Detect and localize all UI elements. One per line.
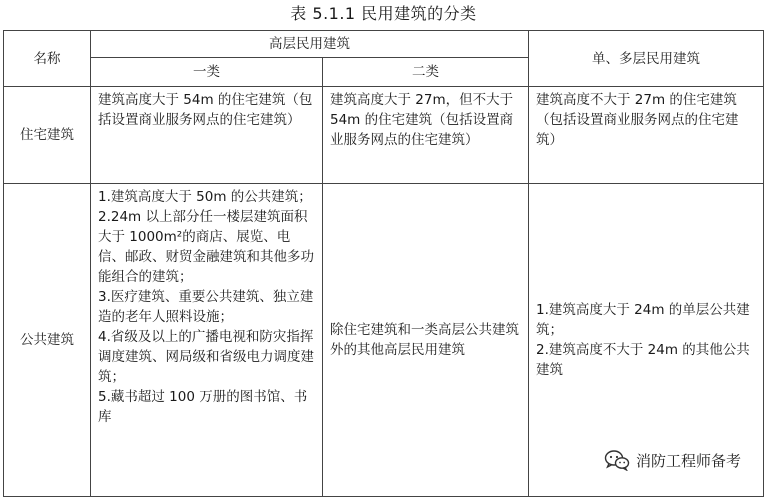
public-class-one-item-5: 5.藏书超过 100 万册的图书馆、书库 [98,389,308,425]
classification-table [3,30,764,497]
public-low-multi-item-1: 1.建筑高度大于 24m 的单层公共建筑； [536,302,750,338]
public-class-one-item-3: 3.医疗建筑、重要公共建筑、独立建造的老年人照料设施； [98,289,314,325]
public-class-one-item-2: 2.24m 以上部分任一楼层建筑面积大于 1000m²的商店、展览、电信、邮政、财贸金融建筑和其他多功能组合的建筑； [98,209,314,285]
header-low-multi: 单、多层民用建筑 [529,31,764,87]
public-class-one-item-1: 1.建筑高度大于 50m 的公共建筑； [98,189,312,205]
residential-class-two: 建筑高度大于 27m，但不大于 54m 的住宅建筑（包括设置商业服务网点的住宅建筑） [323,87,529,184]
header-name: 名称 [4,31,91,87]
public-class-two: 除住宅建筑和一类高层公共建筑外的其他高层民用建筑 [323,184,529,497]
watermark [600,447,745,473]
public-low-multi-item-2: 2.建筑高度不大于 24m 的其他公共建筑 [536,342,750,378]
header-class-two: 二类 [323,58,529,87]
header-row-1 [4,31,764,58]
label-residential: 住宅建筑 [4,87,91,184]
header-class-one: 一类 [91,58,323,87]
residential-class-one: 建筑高度大于 54m 的住宅建筑（包括设置商业服务网点的住宅建筑） [91,87,323,184]
watermark-text: 消防工程师备考 [635,451,741,470]
label-public: 公共建筑 [4,184,91,497]
header-high-rise: 高层民用建筑 [91,31,529,58]
table-title: 表 5.1.1 民用建筑的分类 [290,4,477,23]
row-residential [4,87,764,184]
public-class-one-item-4: 4.省级及以上的广播电视和防灾指挥调度建筑、网局级和省级电力调度建筑； [98,329,314,385]
wechat-icon [604,449,630,471]
public-class-one [91,184,323,497]
residential-low-multi: 建筑高度不大于 27m 的住宅建筑（包括设置商业服务网点的住宅建筑） [529,87,764,184]
